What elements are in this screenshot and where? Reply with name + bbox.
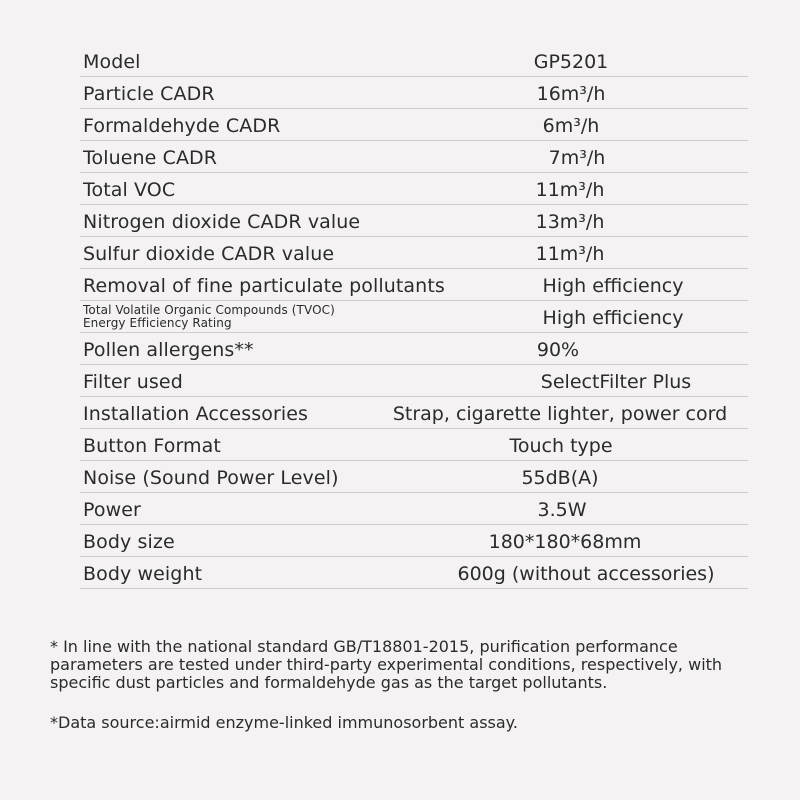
spec-label: Power	[83, 499, 141, 521]
spec-label: Pollen allergens**	[83, 339, 254, 361]
spec-value: 13m³/h	[535, 211, 605, 233]
spec-value: 55dB(A)	[521, 467, 599, 489]
spec-row-body-weight	[80, 557, 748, 589]
spec-value: High efficiency	[542, 275, 684, 297]
spec-label: Model	[83, 51, 141, 73]
spec-row-sulfur-dioxide	[80, 237, 748, 269]
spec-row-filter	[80, 365, 748, 397]
spec-row-formaldehyde-cadr	[80, 109, 748, 141]
spec-value: 11m³/h	[535, 179, 605, 201]
spec-row-fine-particulate	[80, 269, 748, 301]
spec-label: Filter used	[83, 371, 183, 393]
spec-value: 11m³/h	[535, 243, 605, 265]
spec-row-model	[80, 45, 748, 77]
spec-label: Noise (Sound Power Level)	[83, 467, 339, 489]
spec-label: Removal of fine particulate pollutants	[83, 275, 445, 297]
footnote-standard: * In line with the national standard GB/T18801-2015, purification performance parameters are tested under third-party experimental conditions, respectively, with specific dust particles and formaldehyde gas as the target pollutants.	[50, 637, 723, 692]
spec-label	[83, 304, 335, 330]
spec-label: Formaldehyde CADR	[83, 115, 281, 137]
footnotes	[50, 638, 770, 732]
spec-row-total-voc	[80, 173, 748, 205]
spec-row-power	[80, 493, 748, 525]
spec-label: Body size	[83, 531, 175, 553]
spec-value: SelectFilter Plus	[540, 371, 692, 393]
spec-value: 7m³/h	[548, 147, 606, 169]
spec-value: 600g (without accessories)	[457, 563, 715, 585]
spec-label: Sulfur dioxide CADR value	[83, 243, 335, 265]
spec-value: High efficiency	[542, 307, 684, 329]
spec-row-body-size	[80, 525, 748, 557]
spec-value: GP5201	[533, 51, 609, 73]
spec-row-button-format	[80, 429, 748, 461]
footnote-data-source: *Data source:airmid enzyme-linked immunosorbent assay.	[50, 713, 518, 732]
spec-row-particle-cadr	[80, 77, 748, 109]
spec-label: Button Format	[83, 435, 221, 457]
spec-table	[80, 45, 748, 589]
spec-value: 6m³/h	[542, 115, 600, 137]
spec-row-tvoc-rating	[80, 301, 748, 333]
spec-label: Nitrogen dioxide CADR value	[83, 211, 361, 233]
spec-row-toluene-cadr	[80, 141, 748, 173]
spec-value: 3.5W	[537, 499, 587, 521]
spec-label: Total VOC	[83, 179, 176, 201]
spec-label: Particle CADR	[83, 83, 215, 105]
spec-label-line2: Energy Efficiency Rating	[83, 316, 232, 330]
spec-value: 90%	[536, 339, 580, 361]
spec-value: 16m³/h	[536, 83, 606, 105]
spec-value: Strap, cigarette lighter, power cord	[392, 403, 728, 425]
spec-label-line1: Total Volatile Organic Compounds (TVOC)	[83, 303, 335, 317]
spec-label: Installation Accessories	[83, 403, 309, 425]
spec-row-pollen	[80, 333, 748, 365]
spec-row-nitrogen-dioxide	[80, 205, 748, 237]
spec-label: Toluene CADR	[83, 147, 218, 169]
spec-value: Touch type	[509, 435, 613, 457]
spec-row-noise	[80, 461, 748, 493]
spec-label: Body weight	[83, 563, 203, 585]
spec-value: 180*180*68mm	[488, 531, 642, 553]
spec-row-accessories	[80, 397, 748, 429]
